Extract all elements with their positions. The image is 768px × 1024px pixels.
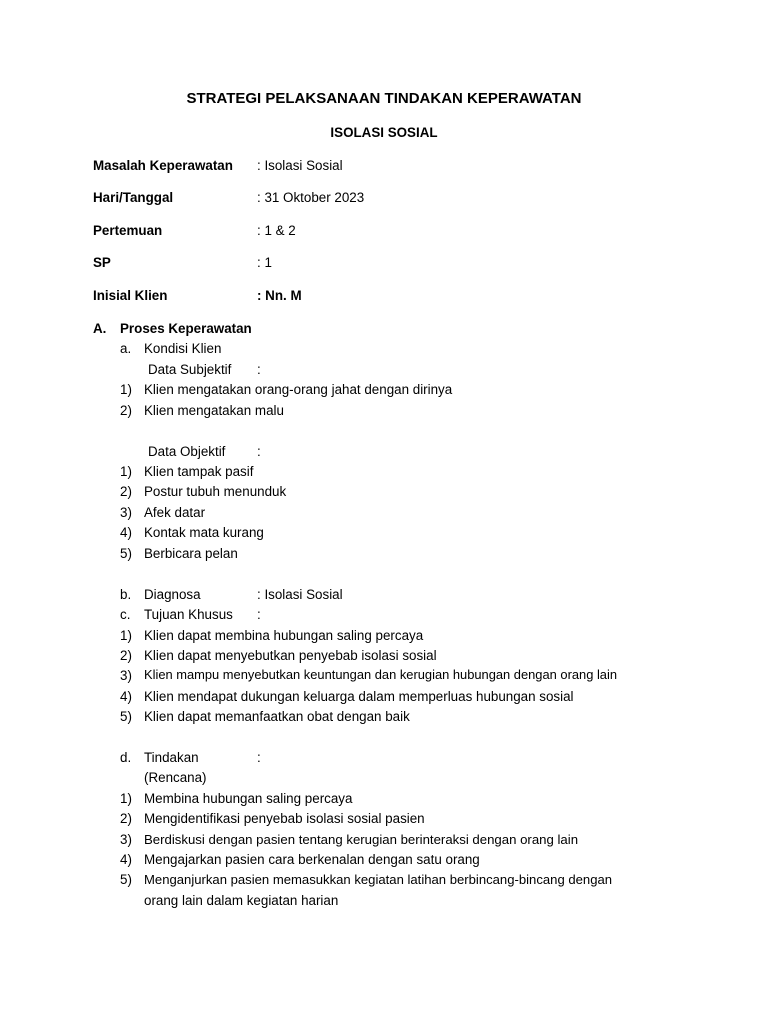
field-value-pertemuan: : 1 & 2 [257,223,296,238]
tindakan-num: 1) [120,791,132,806]
tindakan-num: 3) [120,832,132,847]
section-a-title: Proses Keperawatan [120,321,252,336]
tujuan-num: 3) [120,668,132,683]
field-label-sp: SP [93,255,111,270]
objektif-num: 3) [120,505,132,520]
tindakan-item: Membina hubungan saling percaya [144,791,353,806]
subjektif-item: Klien mengatakan malu [144,403,284,418]
tindakan-num: 2) [120,811,132,826]
diagnosa-label: Diagnosa [144,587,201,602]
objektif-item: Afek datar [144,505,206,520]
diagnosa-value: : Isolasi Sosial [257,587,343,602]
tindakan-num: 4) [120,852,132,867]
tindakan-item: Menganjurkan pasien memasukkan kegiatan latihan berbincang-bincang dengan [144,872,613,887]
subjektif-num: 1) [120,382,132,397]
tindakan-item-continuation: orang lain dalam kegiatan harian [144,893,339,908]
data-objektif-label: Data Objektif [148,444,226,459]
tujuan-item: Klien dapat memanfaatkan obat dengan baik [144,709,410,724]
field-label-masalah: Masalah Keperawatan [93,158,233,173]
tindakan-colon: : [257,750,261,765]
tujuan-num: 4) [120,689,132,704]
objektif-item: Klien tampak pasif [144,464,254,479]
field-label-inisial-klien: Inisial Klien [93,288,168,303]
kondisi-label: Kondisi Klien [144,341,222,356]
objektif-num: 2) [120,484,132,499]
kondisi-marker: a. [120,341,132,356]
objektif-item: Postur tubuh menunduk [144,484,287,499]
data-subjektif-label: Data Subjektif [148,362,232,377]
field-label-hari-tanggal: Hari/Tanggal [93,190,174,205]
tujuan-item: Klien mampu menyebutkan keuntungan dan kerugian hubungan dengan orang lain [144,667,618,682]
field-value-sp: : 1 [257,255,272,270]
field-value-hari-tanggal: : 31 Oktober 2023 [257,190,365,205]
section-a-marker: A. [93,321,107,336]
tujuan-marker: c. [120,607,131,622]
tindakan-num: 5) [120,872,132,887]
tujuan-num: 1) [120,628,132,643]
subjektif-num: 2) [120,403,132,418]
tujuan-num: 2) [120,648,132,663]
tindakan-item: Berdiskusi dengan pasien tentang kerugian berinteraksi dengan orang lain [144,832,579,847]
objektif-num: 1) [120,464,132,479]
subjektif-item: Klien mengatakan orang-orang jahat dengan dirinya [144,382,453,397]
objektif-num: 5) [120,546,132,561]
tindakan-item: Mengajarkan pasien cara berkenalan dengan satu orang [144,852,480,867]
tujuan-num: 5) [120,709,132,724]
tujuan-item: Klien mendapat dukungan keluarga dalam memperluas hubungan sosial [144,689,574,704]
objektif-item: Berbicara pelan [144,546,238,561]
field-label-pertemuan: Pertemuan [93,223,163,238]
data-subjektif-colon: : [257,362,261,377]
tujuan-item: Klien dapat menyebutkan penyebab isolasi sosial [144,648,437,663]
document-subtitle: ISOLASI SOSIAL [330,125,438,140]
tujuan-label: Tujuan Khusus [144,607,233,622]
tindakan-label: Tindakan [144,750,199,765]
tindakan-sublabel: (Rencana) [144,770,207,785]
diagnosa-marker: b. [120,587,132,602]
objektif-num: 4) [120,525,132,540]
document-title: STRATEGI PELAKSANAAN TINDAKAN KEPERAWATAN [186,90,582,107]
tindakan-marker: d. [120,750,132,765]
tujuan-colon: : [257,607,261,622]
field-value-masalah: : Isolasi Sosial [257,158,343,173]
data-objektif-colon: : [257,444,261,459]
objektif-item: Kontak mata kurang [144,525,264,540]
field-value-inisial-klien: : Nn. M [257,288,302,303]
tujuan-item: Klien dapat membina hubungan saling percaya [144,628,424,643]
tindakan-item: Mengidentifikasi penyebab isolasi sosial pasien [144,811,425,826]
